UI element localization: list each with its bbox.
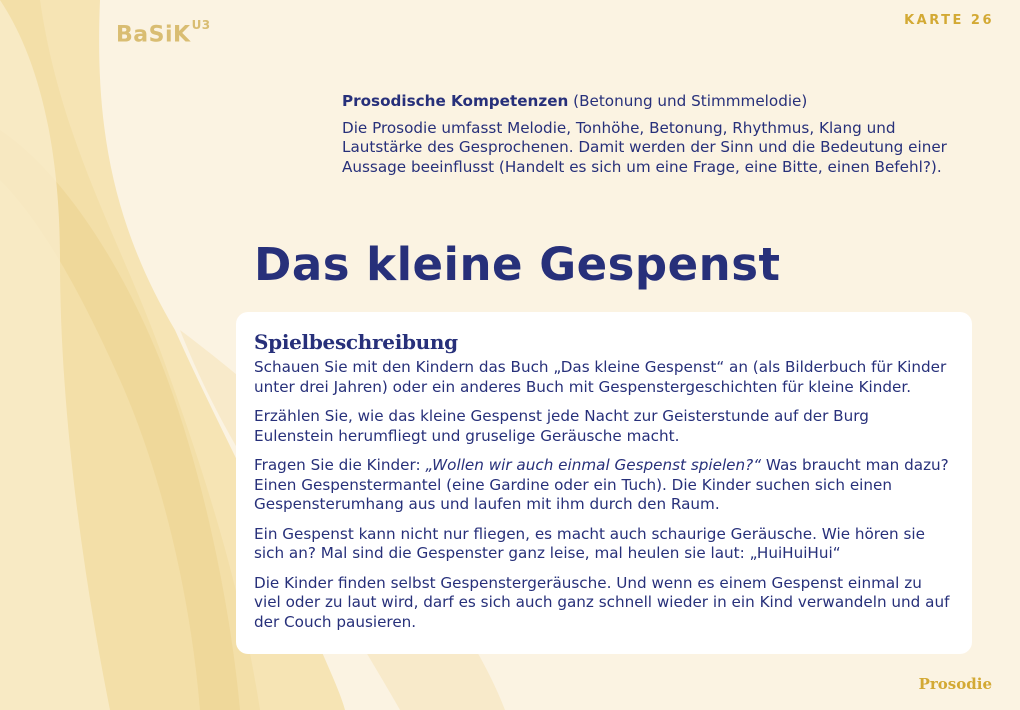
category-tag: Prosodie xyxy=(918,675,992,693)
paragraph-2: Erzählen Sie, wie das kleine Gespenst jede Nacht zur Geisterstunde auf der Burg Eulenstein herumfliegt und gruselige Geräusche macht. xyxy=(254,407,869,445)
paragraph-4: Ein Gespenst kann nicht nur fliegen, es macht auch schaurige Geräusche. Wie hören sie sich an? Mal sind die Gespenster ganz leise, mal heulen sie laut: „HuiHuiHui“ xyxy=(254,524,925,562)
paragraph-1: Schauen Sie mit den Kindern das Buch „Das kleine Gespenst“ an (als Bilderbuch für Kinder unter drei Jahren) oder ein anderes Buch mit Gespenstergeschichten für kleine Kinder. xyxy=(254,358,947,396)
card-number-label: KARTE 26 xyxy=(904,13,994,28)
intro-heading xyxy=(342,92,952,112)
intro-section xyxy=(342,92,952,177)
p3-end: Was braucht man dazu? Einen Gespenstermantel (eine Gardine oder ein Tuch). Die Kinder suchen sich einen Gespensterumhang aus und laufen mit ihm durch den Raum. xyxy=(254,456,949,513)
basik-logo xyxy=(116,18,211,48)
p3-quote: „Wollen wir auch einmal Gespenst spielen?“ xyxy=(425,456,762,474)
p3-start: Fragen Sie die Kinder: xyxy=(254,456,426,474)
paragraph-5: Die Kinder finden selbst Gespenstergeräusche. Und wenn es einem Gespenst einmal zu viel oder zu laut wird, darf es sich auch ganz schnell wieder in ein Kind verwandeln und auf der Couch pausieren. xyxy=(254,573,950,631)
logo-text: BaSiK xyxy=(116,22,191,48)
intro-heading-rest: (Betonung und Stimmmelodie) xyxy=(568,92,808,110)
intro-heading-bold: Prosodische Kompetenzen xyxy=(342,92,569,110)
panel-heading: Spielbeschreibung xyxy=(254,330,458,354)
game-description-panel xyxy=(236,312,972,654)
page-title: Das kleine Gespenst xyxy=(254,238,781,291)
paragraph-3 xyxy=(254,456,950,515)
intro-body: Die Prosodie umfasst Melodie, Tonhöhe, Betonung, Rhythmus, Klang und Lautstärke des Gesprochenen. Damit werden der Sinn und die Bedeutung einer Aussage beeinflusst (Handelt es sich um eine Frage, eine Bitte, einen Befehl?). xyxy=(342,118,947,176)
logo-superscript: U3 xyxy=(191,18,211,32)
